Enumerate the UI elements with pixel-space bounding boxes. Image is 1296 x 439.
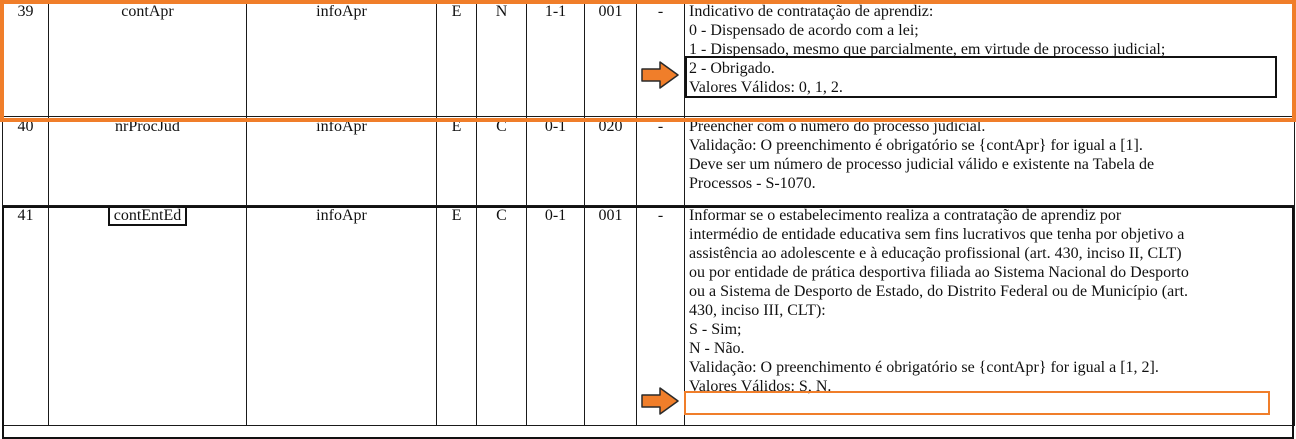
- table-row-nrProcJud: [3, 117, 1295, 206]
- description-line: S - Sim;: [689, 321, 742, 338]
- field-name: nrProcJud: [49, 117, 247, 206]
- description-line: Processos - S-1070.: [689, 175, 816, 192]
- row-number: 39: [3, 2, 49, 117]
- description-line: 2 - Obrigado.: [689, 60, 775, 77]
- description-line: ou por entidade de prática desportiva filiada ao Sistema Nacional do Desporto: [689, 264, 1189, 281]
- field-name-cell: [49, 206, 247, 426]
- field-size: 001: [585, 2, 637, 117]
- description-line: Valores Válidos: 0, 1, 2.: [689, 79, 843, 96]
- field-name: contApr: [49, 2, 247, 117]
- field-name: contEntEd: [108, 206, 188, 226]
- parent-group: infoApr: [247, 206, 437, 426]
- occurrence: 1-1: [527, 2, 585, 117]
- description-line: 0 - Dispensado de acordo com a lei;: [689, 22, 919, 39]
- description-line: intermédio de entidade educativa sem fins lucrativos que tenha por objetivo a: [689, 226, 1185, 243]
- element-type: E: [437, 2, 477, 117]
- parent-group: infoApr: [247, 2, 437, 117]
- parent-group: infoApr: [247, 117, 437, 206]
- description-line: Preencher com o número do processo judicial.: [689, 118, 986, 135]
- description-line: Informar se o estabelecimento realiza a contratação de aprendiz por: [689, 207, 1122, 224]
- description-line: ou a Sistema de Desporto de Estado, do Distrito Federal ou de Município (art.: [689, 283, 1189, 300]
- field-size: 020: [585, 117, 637, 206]
- decimals: -: [637, 117, 685, 206]
- description-line: Valores Válidos: S, N.: [689, 378, 832, 395]
- decimals: -: [637, 206, 685, 426]
- occurrence: 0-1: [527, 117, 585, 206]
- row-number: 40: [3, 117, 49, 206]
- description-line: Indicativo de contratação de aprendiz:: [689, 3, 934, 20]
- occurrence: 0-1: [527, 206, 585, 426]
- description-line: Validação: O preenchimento é obrigatório se {contApr} for igual a [1].: [689, 137, 1143, 154]
- field-size: 001: [585, 206, 637, 426]
- field-description: [685, 2, 1295, 117]
- element-type: E: [437, 206, 477, 426]
- right-arrow-icon: [641, 387, 679, 415]
- element-type: E: [437, 117, 477, 206]
- description-line: Deve ser um número de processo judicial válido e existente na Tabela de: [689, 156, 1155, 173]
- description-line: Validação: O preenchimento é obrigatório se {contApr} for igual a [1, 2].: [689, 359, 1159, 376]
- requirement: N: [477, 2, 527, 117]
- description-line: N - Não.: [689, 340, 745, 357]
- description-line: 1 - Dispensado, mesmo que parcialmente, em virtude de processo judicial;: [689, 41, 1166, 58]
- row-number: 41: [3, 206, 49, 426]
- field-description: [685, 206, 1295, 426]
- table-row-contApr: [3, 2, 1295, 117]
- decimals: -: [637, 2, 685, 117]
- right-arrow-icon: [641, 61, 679, 89]
- field-description: [685, 117, 1295, 206]
- description-line: assistência ao adolescente e à educação profissional (art. 430, inciso II, CLT): [689, 245, 1182, 262]
- requirement: C: [477, 206, 527, 426]
- description-line: 430, inciso III, CLT):: [689, 302, 826, 319]
- requirement: C: [477, 117, 527, 206]
